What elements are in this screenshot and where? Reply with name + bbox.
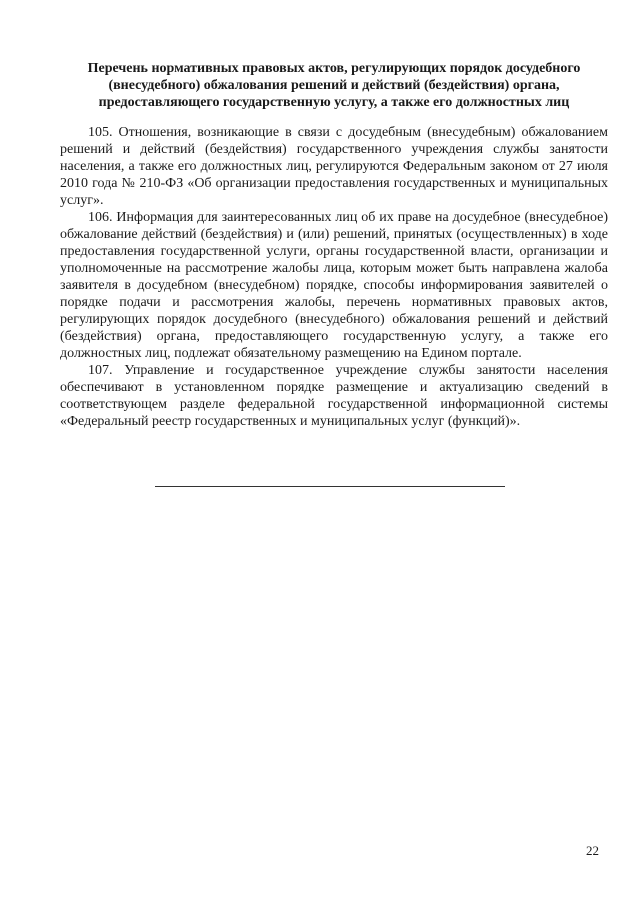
- document-body: [60, 124, 608, 430]
- paragraph-106: 106. Информация для заинтересованных лиц об их праве на досудебное (внесудебное) обжалование действий (бездействия) и (или) решений, принятых (осуществленных) в ходе предоставления государственной услуги, органы государственной власти, организации и уполномоченные на рассмотрение жалобы лица, которым может быть направлена жалоба заявителя в досудебном (внесудебном) порядке, способы информирования заявителей о порядке подачи и рассмотрения жалобы, перечень нормативных правовых актов, регулирующих порядок досудебного (внесудебного) обжалования решений и действий (бездействия) органа, предоставляющего государственную услугу, а также его должностных лиц, подлежат обязательному размещению на Едином портале.: [60, 210, 608, 361]
- end-separator-line: [155, 486, 505, 487]
- page-number: 22: [586, 843, 599, 858]
- section-heading: Перечень нормативных правовых актов, регулирующих порядок досудебного (внесудебного) обжалования решений и действий (бездействия) органа, предоставляющего государственную услугу, а также его должностных лиц: [87, 61, 581, 110]
- paragraph-105: 105. Отношения, возникающие в связи с досудебным (внесудебным) обжалованием решений и действий (бездействия) государственного учреждения службы занятости населения, а также его должностных лиц, регулируются Федеральным законом от 27 июля 2010 года № 210-ФЗ «Об организации предоставления государственных и муниципальных услуг».: [60, 125, 608, 208]
- paragraph-107: 107. Управление и государственное учреждение службы занятости населения обеспечивают в установленном порядке размещение и актуализацию сведений в соответствующем разделе федеральной государственной информационной системы «Федеральный реестр государственных и муниципальных услуг (функций)».: [60, 363, 608, 429]
